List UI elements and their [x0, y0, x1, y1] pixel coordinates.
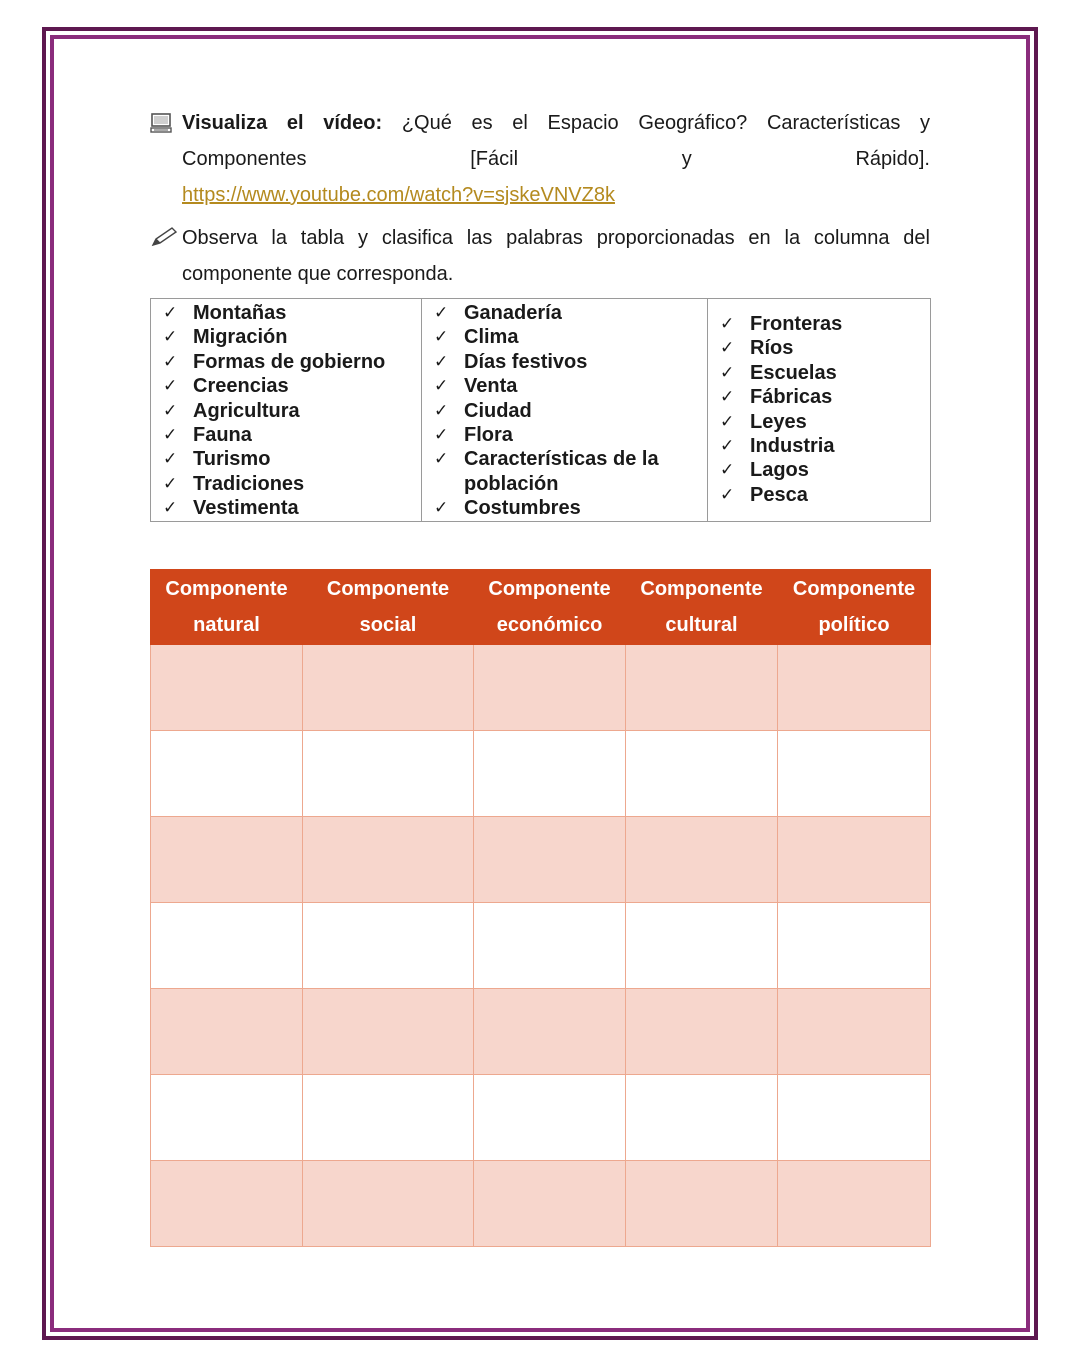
table-row: [151, 817, 931, 903]
word-item: ✓ Fábricas: [720, 385, 930, 409]
video-word-2: [Fácil: [470, 148, 519, 170]
answer-cell[interactable]: [151, 645, 303, 731]
answer-cell[interactable]: [778, 645, 931, 731]
answer-cell[interactable]: [626, 1161, 778, 1247]
word-column-1: [151, 299, 422, 522]
word-column-2: [422, 299, 708, 522]
answer-cell[interactable]: [474, 731, 626, 817]
table-row: [151, 645, 931, 731]
video-word-1: Componentes: [182, 148, 307, 170]
answer-cell[interactable]: [151, 1075, 303, 1161]
word-item: ✓ Creencias: [163, 374, 421, 398]
header-social: Componente social: [303, 570, 474, 645]
answer-cell[interactable]: [474, 1161, 626, 1247]
video-word-3: y: [681, 148, 692, 170]
word-item: ✓ Migración: [163, 325, 421, 349]
answer-cell[interactable]: [151, 989, 303, 1075]
word-item: ✓ Lagos: [720, 458, 930, 482]
word-item: ✓ Ciudad: [434, 399, 707, 423]
word-item: ✓ Montañas: [163, 301, 421, 325]
word-item: ✓ Escuelas: [720, 361, 930, 385]
video-link[interactable]: https://www.youtube.com/watch?v=sjskeVNVZ8k: [182, 184, 615, 206]
table-row: [151, 731, 931, 817]
answer-cell[interactable]: [151, 903, 303, 989]
word-item: ✓ Costumbres: [434, 496, 707, 520]
word-item: ✓ Pesca: [720, 483, 930, 507]
task-line-2: componente que corresponda.: [182, 263, 454, 285]
word-item: ✓ Fronteras: [720, 312, 930, 336]
answer-cell[interactable]: [626, 817, 778, 903]
header-natural: Componente natural: [151, 570, 303, 645]
table-row: [151, 1161, 931, 1247]
word-item: ✓ Ríos: [720, 336, 930, 360]
video-line-1: [182, 105, 930, 141]
video-title: ¿Qué es el Espacio Geográfico? Características y: [401, 112, 930, 134]
answer-cell[interactable]: [626, 731, 778, 817]
pencil-icon: [150, 226, 178, 248]
table-row: [151, 989, 931, 1075]
answer-cell[interactable]: [474, 989, 626, 1075]
word-item: ✓ Formas de gobierno: [163, 350, 421, 374]
video-link-line: [182, 177, 930, 213]
answer-cell[interactable]: [303, 903, 474, 989]
word-table: [150, 298, 931, 522]
word-item: ✓ Agricultura: [163, 399, 421, 423]
answer-cell[interactable]: [474, 903, 626, 989]
video-lead: Visualiza el vídeo:: [182, 112, 383, 134]
word-item: ✓ Industria: [720, 434, 930, 458]
word-item: ✓ Leyes: [720, 410, 930, 434]
answer-cell[interactable]: [778, 731, 931, 817]
word-column-3: [708, 299, 931, 522]
answer-cell[interactable]: [151, 731, 303, 817]
header-politico: Componente político: [778, 570, 931, 645]
component-table: [150, 569, 931, 1247]
answer-cell[interactable]: [303, 1161, 474, 1247]
answer-cell[interactable]: [778, 1075, 931, 1161]
answer-cell[interactable]: [626, 903, 778, 989]
word-item: ✓ Características de la población: [434, 447, 707, 496]
word-item: ✓ Flora: [434, 423, 707, 447]
answer-cell[interactable]: [626, 989, 778, 1075]
video-word-4: Rápido].: [855, 148, 930, 170]
answer-cell[interactable]: [778, 903, 931, 989]
answer-cell[interactable]: [303, 1075, 474, 1161]
answer-cell[interactable]: [626, 1075, 778, 1161]
answer-cell[interactable]: [778, 1161, 931, 1247]
answer-cell[interactable]: [626, 645, 778, 731]
answer-cell[interactable]: [151, 1161, 303, 1247]
task-line-1: Observa la tabla y clasifica las palabras proporcionadas en la columna del: [182, 227, 930, 249]
table-row: [151, 1075, 931, 1161]
answer-cell[interactable]: [778, 817, 931, 903]
answer-cell[interactable]: [474, 817, 626, 903]
word-item: ✓ Fauna: [163, 423, 421, 447]
word-item: ✓ Ganadería: [434, 301, 707, 325]
video-line-2: [182, 141, 930, 177]
answer-cell[interactable]: [474, 645, 626, 731]
computer-icon: [150, 112, 172, 134]
answer-cell[interactable]: [303, 645, 474, 731]
component-header-row: [151, 570, 931, 645]
word-item: ✓ Días festivos: [434, 350, 707, 374]
table-row: [151, 903, 931, 989]
word-item: ✓ Clima: [434, 325, 707, 349]
answer-cell[interactable]: [778, 989, 931, 1075]
word-item: ✓ Turismo: [163, 447, 421, 471]
word-item: ✓ Tradiciones: [163, 472, 421, 496]
answer-cell[interactable]: [151, 817, 303, 903]
header-economico: Componente económico: [474, 570, 626, 645]
word-item: ✓ Venta: [434, 374, 707, 398]
answer-cell[interactable]: [303, 731, 474, 817]
word-item: ✓ Vestimenta: [163, 496, 421, 520]
answer-cell[interactable]: [303, 989, 474, 1075]
answer-cell[interactable]: [474, 1075, 626, 1161]
header-cultural: Componente cultural: [626, 570, 778, 645]
answer-cell[interactable]: [303, 817, 474, 903]
